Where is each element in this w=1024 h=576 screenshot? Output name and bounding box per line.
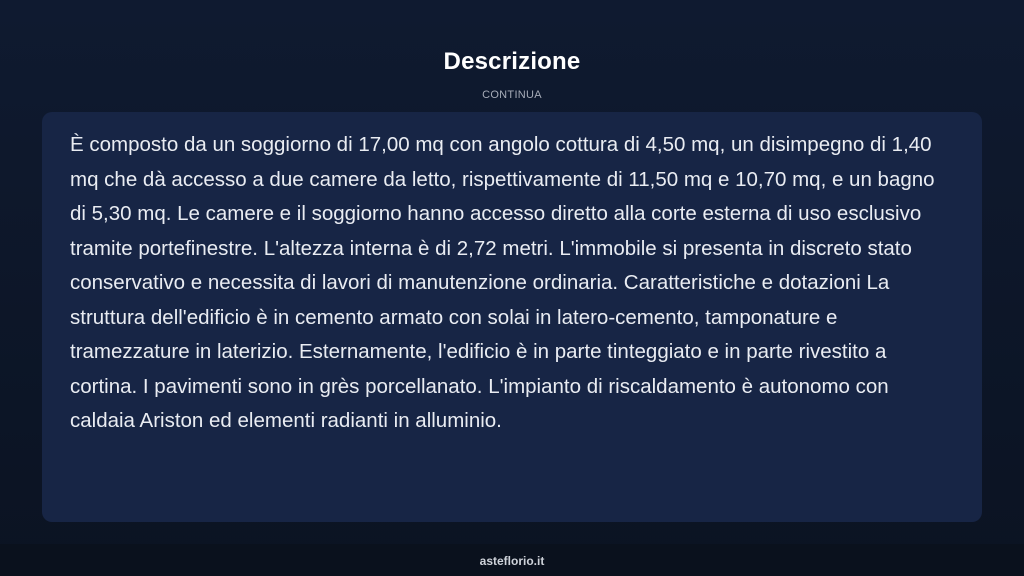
footer-bar — [0, 544, 1024, 576]
page-subtitle: CONTINUA — [482, 89, 542, 101]
footer-brand: asteflorio.it — [479, 554, 545, 568]
description-card — [42, 112, 982, 522]
description-text: È composto da un soggiorno di 17,00 mq con angolo cottura di 4,50 mq, un disimpegno di 1,40 mq che dà accesso a due camere da letto, rispettivamente di 11,50 mq e 10,70 mq, e un bagno di 5,30 mq. Le camere e il soggiorno hanno accesso diretto alla corte esterna di uso esclusivo tramite portefinestre. L'altezza interna è di 2,72 metri. L'immobile si presenta in discreto stato conservativo e necessita di lavori di manutenzione ordinaria. Caratteristiche e dotazioni La struttura dell'edificio è in cemento armato con solai in latero-cemento, tamponature e tramezzature in laterizio. Esternamente, l'edificio è in parte tinteggiato e in parte rivestito a cortina. I pavimenti sono in grès porcellanato. L'impianto di riscaldamento è autonomo con caldaia Ariston ed elementi radianti in alluminio. — [70, 133, 935, 432]
page-title: Descrizione — [443, 48, 581, 75]
